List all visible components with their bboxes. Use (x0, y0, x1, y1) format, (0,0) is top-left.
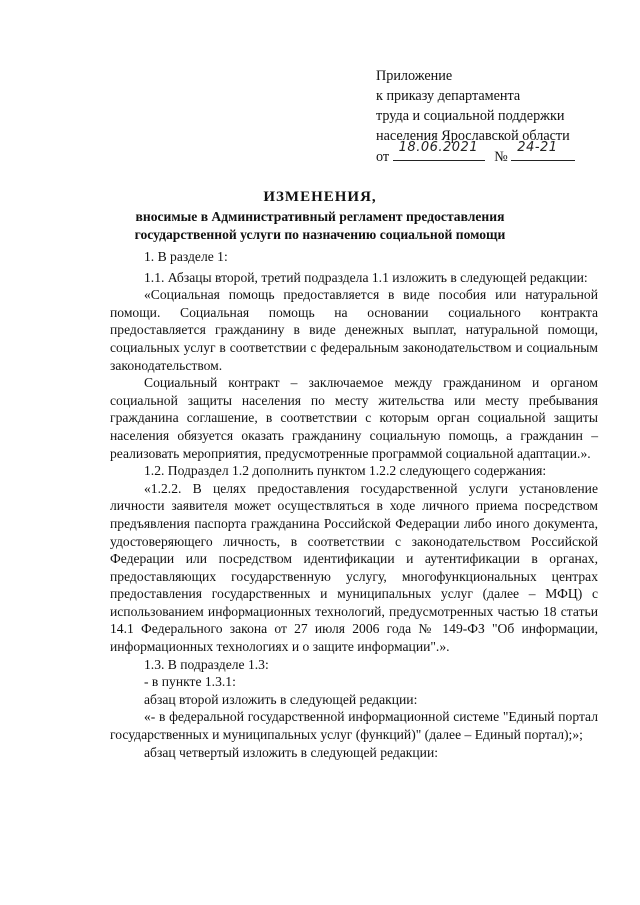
number-prefix: № (494, 149, 508, 165)
handwritten-date: 18.06.2021 (398, 140, 479, 155)
paragraph-second-abzac: абзац второй изложить в следующей редакции: (144, 691, 418, 707)
paragraph-social-contract: Социальный контракт – заключаемое между гражданином и органом социальной защиты населения по месту жительства или месту пребывания гражданина соглашение, в соответствии с которым орган социальной защиты населения обязуется оказать гражданину социальную помощь, а гражданин – реализовать мероприятия, предусмотренные программой социальной адаптации.». (110, 375, 598, 461)
date-prefix: от (376, 149, 390, 165)
paragraph-quote-social-help: «Социальная помощь предоставляется в виде пособия или натуральной помощи. Социальная помощь на основании социального контракта предоставляется гражданину в виде денежных выплат, натуральной помощи, социальных услуг в соответствии с федеральным законодательством и социальным законодательством. (110, 287, 598, 373)
header-line-2: к приказу департамента (376, 88, 521, 104)
date-field (393, 140, 485, 161)
paragraph-1-2-2: «1.2.2. В целях предоставления государственной услуги установление личности заявителя может осуществляться в ходе личного приема посредством предъявления паспорта гражданина Российской Федерации либо иного документа, удостоверяющего личность, в соответствии с законодательством Российской Федерации или посредством идентификации и аутентификации в органах, предоставляющих государственную услугу, многофункциональных центрах предоставления государственных и муниципальных услуг (далее – МФЦ) с использованием информационных технологий, предусмотренных частью 18 статьи 14.1 Федерального закона от 27 июля 2006 года № 149-ФЗ "Об информации, информационных технологиях и о защите информации".». (110, 480, 598, 655)
date-number-line (376, 140, 626, 167)
number-field (511, 140, 575, 161)
paragraph-1-2: 1.2. Подраздел 1.2 дополнить пунктом 1.2.2 следующего содержания: (144, 463, 547, 479)
paragraph-1-1: 1.1. Абзацы второй, третий подраздела 1.1 изложить в следующей редакции: (144, 269, 588, 285)
appendix-header (376, 66, 626, 167)
document-body (110, 248, 598, 761)
title-main: ИЗМЕНЕНИЯ, (263, 189, 377, 205)
handwritten-number: 24-21 (517, 140, 558, 155)
paragraph-fourth-abzac: абзац четвертый изложить в следующей редакции: (144, 744, 439, 760)
paragraph-unified-portal: «- в федеральной государственной информационной системе "Единый портал государственных и муниципальных услуг (функций)" (далее – Единый портал);»; (110, 709, 598, 743)
header-line-3: труда и социальной поддержки (376, 108, 565, 124)
header-line-4: населения Ярославской области (376, 128, 570, 144)
document-title (60, 186, 580, 244)
title-sub-line-2: государственной услуги по назначению социальной помощи (134, 227, 506, 242)
paragraph-1-3: 1.3. В подразделе 1.3: (144, 656, 269, 672)
title-sub-line-1: вносимые в Административный регламент предоставления (135, 209, 505, 224)
header-line-1: Приложение (376, 68, 453, 84)
paragraph-section-1: 1. В разделе 1: (144, 249, 228, 264)
paragraph-1-3-1: - в пункте 1.3.1: (144, 674, 236, 690)
